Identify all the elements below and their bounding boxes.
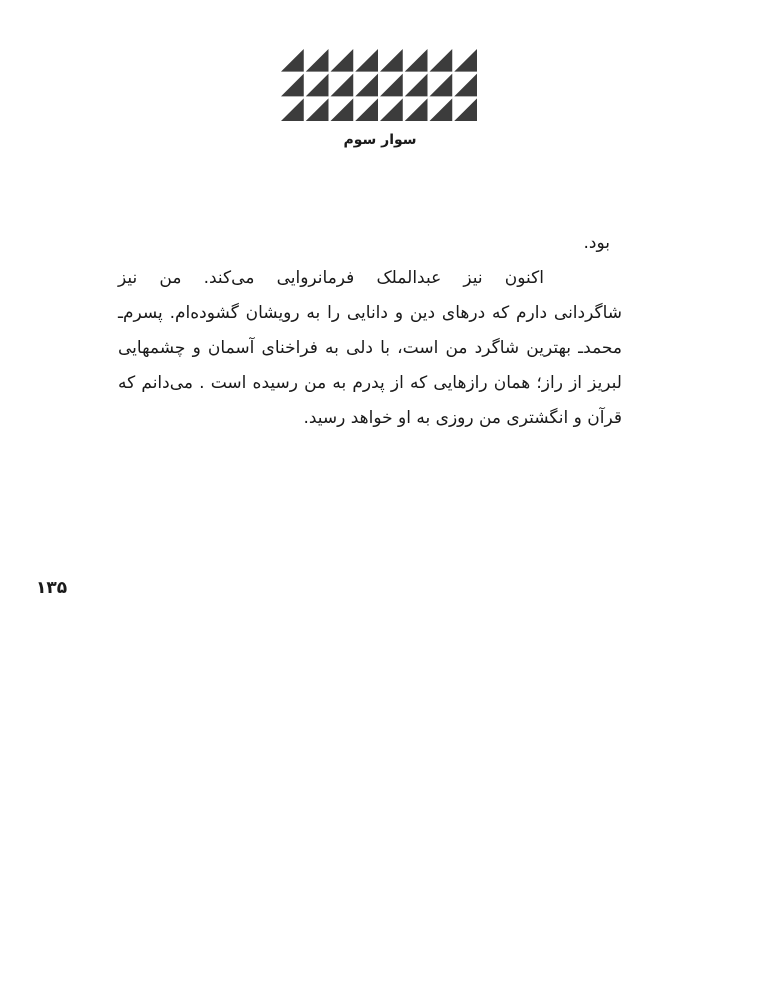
page-number: ۱۳۵	[36, 578, 68, 598]
ornament-triangle	[380, 49, 403, 72]
ornament-triangle	[306, 74, 329, 97]
ornament-triangle	[281, 49, 304, 72]
ornament-triangle	[454, 49, 477, 72]
ornament-triangle	[281, 74, 304, 97]
triangle-pattern-ornament	[280, 48, 478, 122]
text-line-1: بود.	[583, 233, 610, 253]
ornament-triangle	[405, 74, 428, 97]
chapter-title: سوار سوم	[343, 132, 417, 148]
ornament-triangle	[331, 98, 354, 121]
text-line-5: لبریز از راز؛ همان رازهایی که از پدرم به من رسیده است . می‌دانم که	[118, 373, 622, 393]
ornament-triangle	[454, 98, 477, 121]
body-text	[118, 226, 622, 436]
ornament-triangle	[331, 74, 354, 97]
ornament-triangle	[306, 49, 329, 72]
ornament-triangle	[430, 74, 453, 97]
text-line-2: اکنون نیز عبدالملک فرمانروایی می‌کند. من نیز	[118, 268, 544, 288]
ornament-triangle	[405, 49, 428, 72]
ornament-triangle	[331, 49, 354, 72]
ornament-triangle	[454, 74, 477, 97]
ornament-triangle	[430, 98, 453, 121]
ornament-triangle	[281, 98, 304, 121]
ornament-triangle	[405, 98, 428, 121]
text-line-4: محمد‌ـ بهترین شاگرد من است، با دلی به فراخنای آسمان و چشمهایی	[118, 338, 622, 358]
ornament-triangle	[355, 98, 378, 121]
ornament-triangle	[355, 49, 378, 72]
ornament-triangle	[380, 74, 403, 97]
ornament-triangle	[306, 98, 329, 121]
ornament-triangle	[380, 98, 403, 121]
text-line-6: قرآن و انگشتری من روزی به او خواهد رسید.	[303, 408, 622, 428]
ornament-triangle	[430, 49, 453, 72]
ornament-triangle	[355, 74, 378, 97]
text-line-3: شاگردانی دارم که درهای دین و دانایی را به رویشان گشوده‌ام. پسرم‌ـ	[118, 303, 622, 323]
